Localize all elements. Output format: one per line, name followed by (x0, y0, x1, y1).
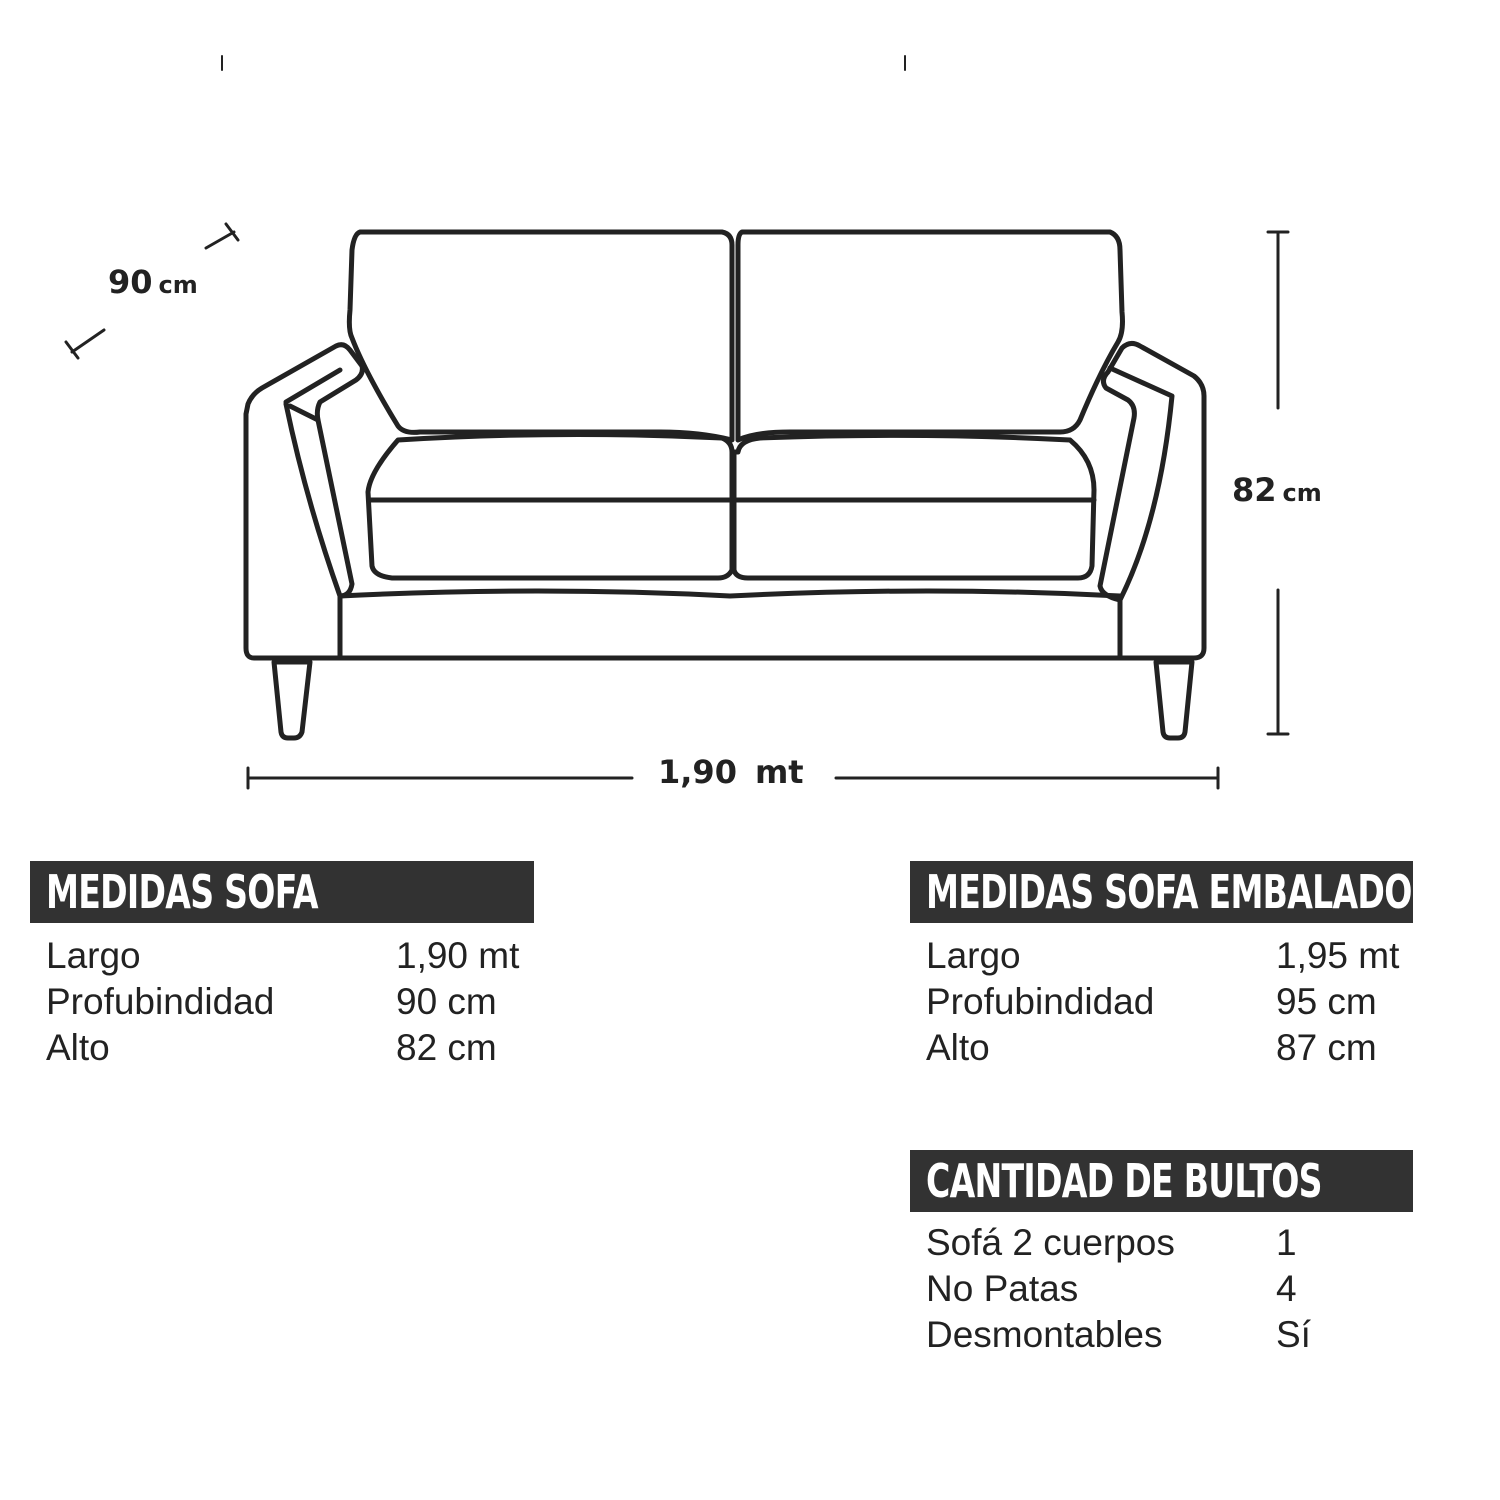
list-item (46, 933, 534, 979)
depth-label (108, 263, 198, 301)
bultos-list (926, 1220, 1413, 1358)
row-label: Alto (926, 1027, 990, 1068)
back-cushion-right (738, 232, 1123, 440)
row-label: No Patas (926, 1268, 1079, 1309)
row-label: Largo (926, 935, 1021, 976)
list-item (926, 1025, 1413, 1071)
row-label: Desmontables (926, 1314, 1163, 1355)
list-item (926, 1266, 1413, 1312)
bultos-section (910, 1150, 1413, 1358)
list-item (926, 933, 1413, 979)
width-unit: mt (754, 753, 804, 791)
bultos-header (910, 1150, 1413, 1212)
medidas-embalado-section (910, 861, 1413, 1071)
row-label: Sofá 2 cuerpos (926, 1222, 1175, 1263)
row-value: 82 cm (396, 1027, 497, 1068)
depth-line-top (206, 232, 234, 248)
bultos-title: CANTIDAD DE BULTOS (926, 1154, 1322, 1208)
row-value: 95 cm (1276, 981, 1377, 1022)
row-label: Alto (46, 1027, 110, 1068)
arm-left-face (286, 404, 340, 596)
row-value: 1,90 mt (396, 935, 520, 976)
row-value: 1 (1276, 1222, 1297, 1263)
list-item (926, 1220, 1413, 1266)
width-value: 1,90 (658, 753, 737, 791)
depth-unit: cm (158, 271, 198, 299)
height-value: 82 (1232, 471, 1277, 509)
back-cushion-left (349, 232, 732, 440)
row-label: Largo (46, 935, 141, 976)
width-label (658, 753, 804, 791)
height-label (1232, 471, 1322, 509)
row-value: 4 (1276, 1268, 1297, 1309)
list-item (926, 979, 1413, 1025)
depth-tick-top (226, 224, 238, 240)
list-item (46, 979, 534, 1025)
row-value: Sí (1276, 1314, 1311, 1355)
medidas-embalado-list (926, 933, 1413, 1071)
list-item (46, 1025, 534, 1071)
medidas-embalado-header (910, 861, 1413, 923)
leg-left (274, 662, 310, 738)
arm-right (1100, 343, 1204, 658)
leg-right (1156, 662, 1192, 738)
height-unit: cm (1282, 479, 1322, 507)
list-item (926, 1312, 1413, 1358)
row-label: Profubindidad (46, 981, 275, 1022)
seat-cushion-left (368, 434, 732, 578)
seat-cushion-right (734, 435, 1094, 578)
row-value: 87 cm (1276, 1027, 1377, 1068)
medidas-sofa-header (30, 861, 534, 923)
row-value: 1,95 mt (1276, 935, 1400, 976)
depth-value: 90 (108, 263, 153, 301)
medidas-embalado-title: MEDIDAS SOFA EMBALADO (926, 865, 1412, 919)
depth-line-bottom (72, 330, 104, 352)
row-value: 90 cm (396, 981, 497, 1022)
medidas-sofa-list (46, 933, 534, 1071)
row-label: Profubindidad (926, 981, 1155, 1022)
medidas-sofa-section (30, 861, 534, 1071)
medidas-sofa-title: MEDIDAS SOFA (46, 865, 318, 919)
sofa-base (340, 591, 1120, 658)
